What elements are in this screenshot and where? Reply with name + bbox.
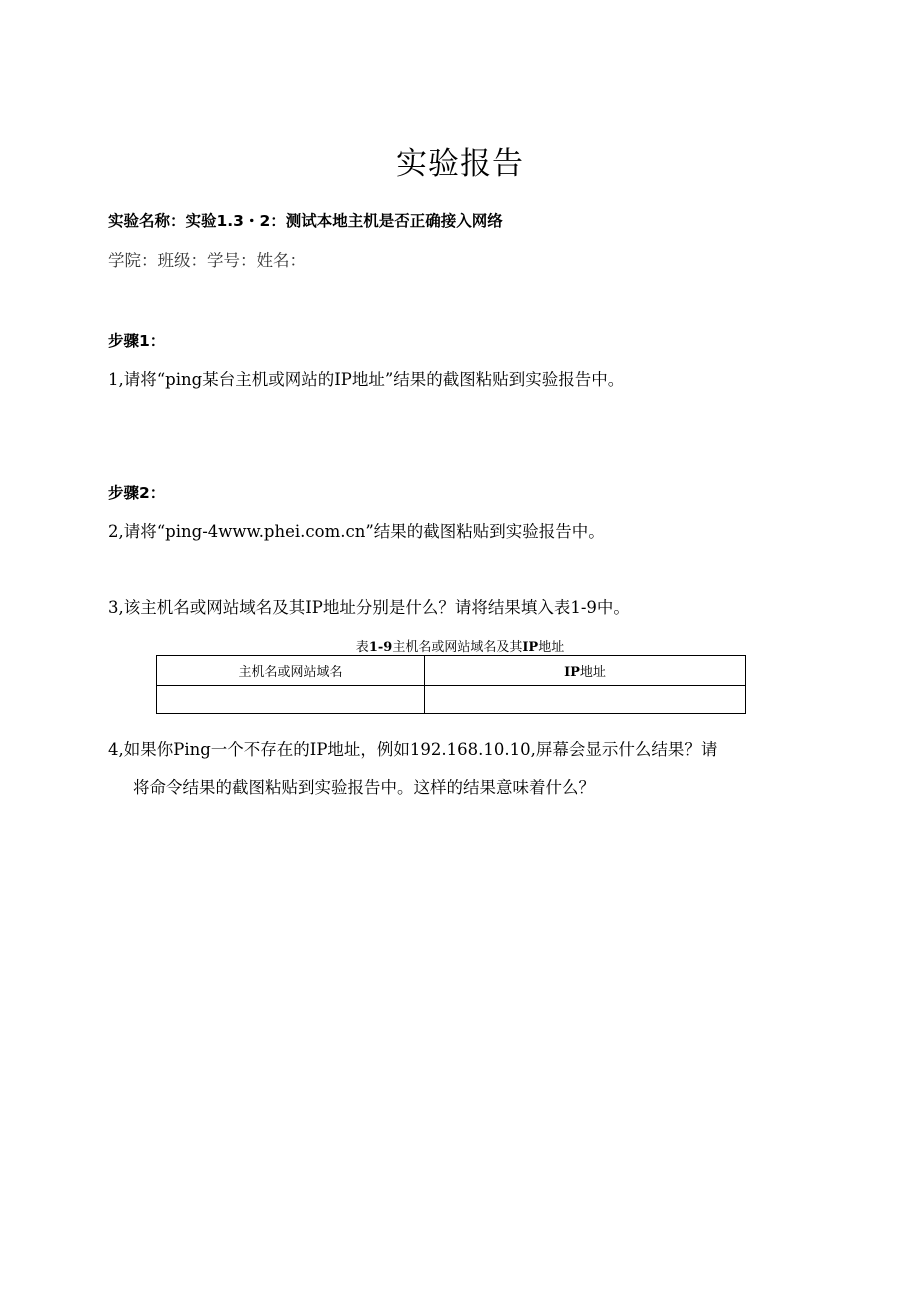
item4-line1: 4,如果你Ping一个不存在的IP地址，例如192.168.10.10,屏幕会显示什么结果？请 bbox=[108, 740, 718, 759]
table-row bbox=[157, 686, 746, 714]
table-header-ip-suffix: 地址 bbox=[579, 665, 606, 680]
host-ip-table bbox=[156, 655, 746, 714]
page-title: 实验报告 bbox=[396, 146, 524, 182]
step1-item1: 1,请将“ping某台主机或网站的IP地址”结果的截图粘贴到实验报告中。 bbox=[108, 370, 625, 389]
table-cell-ip[interactable] bbox=[425, 686, 746, 714]
step2-item3: 3,该主机名或网站域名及其IP地址分别是什么？请将结果填入表1-9中。 bbox=[108, 598, 630, 617]
table-header-ip-prefix: IP bbox=[564, 665, 580, 680]
table-caption-text-a: 主机名或网站域名及其 bbox=[392, 640, 523, 655]
item4-line2: 将命令结果的截图粘贴到实验报告中。这样的结果意味着什么？ bbox=[133, 778, 595, 797]
table-header-hostname: 主机名或网站域名 bbox=[157, 656, 425, 686]
table-caption-prefix: 表 bbox=[355, 640, 369, 655]
step1-heading: 步骤1： bbox=[108, 332, 166, 350]
table-header-row bbox=[157, 656, 746, 686]
table-cell-hostname[interactable] bbox=[157, 686, 425, 714]
table-caption-number: 1-9 bbox=[368, 640, 393, 655]
experiment-name: 实验名称：实验1.3・2：测试本地主机是否正确接入网络 bbox=[108, 212, 503, 230]
table-caption-ip: IP bbox=[522, 640, 539, 655]
step2-heading: 步骤2： bbox=[108, 484, 166, 502]
step2-item2: 2,请将“ping-4www.phei.com.cn”结果的截图粘贴到实验报告中。 bbox=[108, 522, 605, 541]
student-info-line: 学院：班级：学号：姓名： bbox=[108, 251, 306, 270]
table-caption-text-b: 地址 bbox=[538, 640, 565, 655]
table-header-ip bbox=[425, 656, 746, 686]
table-caption bbox=[0, 636, 920, 655]
